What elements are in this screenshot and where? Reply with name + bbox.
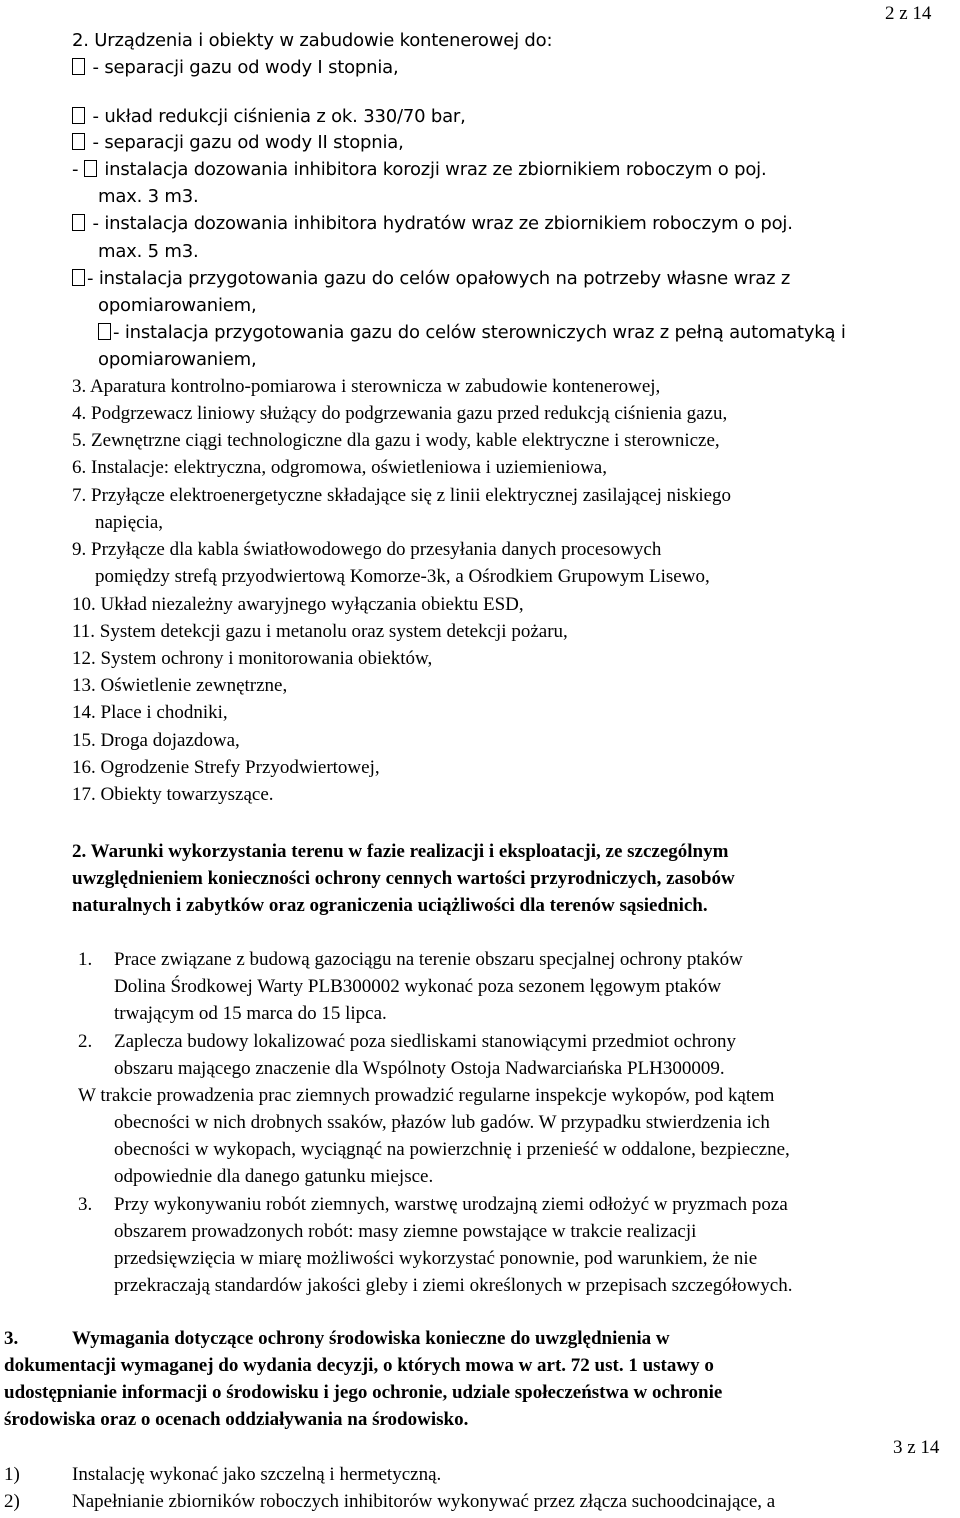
numbered-item: 16. Ogrodzenie Strefy Przyodwiertowej, [72, 757, 380, 778]
list-item-continuation: max. 3 m3. [98, 186, 199, 207]
paragraph-line: obszarem prowadzonych robót: masy ziemne powstające w trakcie realizacji [114, 1221, 697, 1242]
section2-heading: 2. Warunki wykorzystania terenu w fazie realizacji i eksploatacji, ze szczególnym [72, 841, 729, 862]
section3-heading: dokumentacji wymaganej do wydania decyzji, o których mowa w art. 72 ust. 1 ustawy o [4, 1355, 714, 1376]
paragraph-line: obszaru mającego znaczenie dla Wspólnoty Ostoja Nadwarciańska PLH300009. [114, 1058, 725, 1079]
item-number: 3. [78, 1194, 93, 1215]
paragraph-line: Przy wykonywaniu robót ziemnych, warstwę urodzajną ziemi odłożyć w pryzmach poza [114, 1194, 788, 1215]
list-item: - instalacja przygotowania gazu do celów opałowych na potrzeby własne wraz z [72, 267, 790, 291]
section3-heading: udostępnianie informacji o środowisku i jego ochronie, udziale społeczeństwa w ochronie [4, 1382, 723, 1403]
placeholder-box-icon [72, 107, 85, 124]
list-item-continuation: opomiarowaniem, [98, 295, 257, 316]
placeholder-box-icon [72, 269, 85, 286]
list-item-continuation: opomiarowaniem, [98, 349, 257, 370]
section3-number: 3. [4, 1328, 19, 1349]
numbered-item: 12. System ochrony i monitorowania obiektów, [72, 648, 433, 669]
placeholder-box-icon [72, 58, 85, 75]
numbered-item-continuation: pomiędzy strefą przyodwiertową Komorze-3k, a Ośrodkiem Grupowym Lisewo, [95, 566, 710, 587]
numbered-item: 6. Instalacje: elektryczna, odgromowa, oświetleniowa i uziemieniowa, [72, 457, 607, 478]
numbered-item: 7. Przyłącze elektroenergetyczne składające się z linii elektrycznej zasilającej niskiego [72, 485, 732, 506]
paragraph-line: Napełnianie zbiorników roboczych inhibitorów wykonywać przez złącza suchoodcinające, a [72, 1491, 776, 1512]
numbered-item: 5. Zewnętrzne ciągi technologiczne dla gazu i wody, kable elektryczne i sterownicze, [72, 430, 720, 451]
list-item: - instalacja dozowania inhibitora hydratów wraz ze zbiornikiem roboczym o poj. [72, 212, 793, 236]
page-number-top: 2 z 14 [885, 3, 932, 24]
section2-heading: uwzględnieniem konieczności ochrony cennych wartości przyrodniczych, zasobów [72, 868, 735, 889]
paragraph-line: Prace związane z budową gazociągu na terenie obszaru specjalnej ochrony ptaków [114, 949, 743, 970]
section1-intro: 2. Urządzenia i obiekty w zabudowie kontenerowej do: [72, 30, 553, 51]
paragraph-line: przedsięwzięcia w miarę możliwości wykorzystać ponownie, pod warunkiem, że nie [114, 1248, 758, 1269]
page-number-bottom: 3 z 14 [893, 1437, 940, 1458]
paragraph-line: Dolina Środkowej Warty PLB300002 wykonać poza sezonem lęgowym ptaków [114, 976, 722, 997]
item-number: 2. [78, 1031, 93, 1052]
paragraph-line: przekraczają standardów jakości gleby i ziemi określonych w przepisach szczegółowych. [114, 1275, 793, 1296]
numbered-item: 11. System detekcji gazu i metanolu oraz system detekcji pożaru, [72, 621, 568, 642]
placeholder-box-icon [72, 214, 85, 231]
numbered-item: 13. Oświetlenie zewnętrzne, [72, 675, 288, 696]
section3-heading: środowiska oraz o ocenach oddziaływania na środowisko. [4, 1409, 469, 1430]
paragraph-line: trwającym od 15 marca do 15 lipca. [114, 1003, 387, 1024]
section3-heading: Wymagania dotyczące ochrony środowiska konieczne do uwzględnienia w [72, 1328, 670, 1349]
list-item: - separacji gazu od wody II stopnia, [72, 131, 404, 155]
placeholder-box-icon [98, 323, 111, 340]
list-item: - instalacja dozowania inhibitora korozji wraz ze zbiornikiem roboczym o poj. [72, 159, 767, 180]
numbered-item: 3. Aparatura kontrolno-pomiarowa i sterownicza w zabudowie kontenerowej, [72, 376, 661, 397]
numbered-item: 4. Podgrzewacz liniowy służący do podgrzewania gazu przed redukcją ciśnienia gazu, [72, 403, 728, 424]
list-item: - separacji gazu od wody I stopnia, [72, 56, 399, 80]
numbered-item: 10. Układ niezależny awaryjnego wyłączania obiektu ESD, [72, 594, 524, 615]
numbered-item: 14. Place i chodniki, [72, 702, 228, 723]
numbered-item-continuation: napięcia, [95, 512, 164, 533]
item-number: 1) [4, 1464, 20, 1485]
numbered-item: 15. Droga dojazdowa, [72, 730, 240, 751]
numbered-item: 9. Przyłącze dla kabla światłowodowego do przesyłania danych procesowych [72, 539, 662, 560]
paragraph-line: W trakcie prowadzenia prac ziemnych prowadzić regularne inspekcje wykopów, pod kątem [78, 1085, 775, 1106]
section2-heading: naturalnych i zabytków oraz ograniczenia uciążliwości dla terenów sąsiednich. [72, 895, 708, 916]
paragraph-line: Instalację wykonać jako szczelną i hermetyczną. [72, 1464, 442, 1485]
numbered-item: 17. Obiekty towarzyszące. [72, 784, 274, 805]
paragraph-line: Zaplecza budowy lokalizować poza siedliskami stanowiącymi przedmiot ochrony [114, 1031, 737, 1052]
list-item: - układ redukcji ciśnienia z ok. 330/70 bar, [72, 105, 466, 129]
placeholder-box-icon [72, 133, 85, 150]
item-number: 1. [78, 949, 93, 970]
paragraph-line: obecności w nich drobnych ssaków, płazów lub gadów. W przypadku stwierdzenia ich [114, 1112, 770, 1133]
placeholder-box-icon [84, 160, 97, 177]
list-item: - instalacja przygotowania gazu do celów sterowniczych wraz z pełną automatyką i [98, 321, 846, 345]
paragraph-line: obecności w wykopach, wyciągnąć na powierzchnię i przenieść w oddalone, bezpieczne, [114, 1139, 790, 1160]
paragraph-line: odpowiednie dla danego gatunku miejsce. [114, 1166, 434, 1187]
list-item-continuation: max. 5 m3. [98, 241, 199, 262]
item-number: 2) [4, 1491, 20, 1512]
